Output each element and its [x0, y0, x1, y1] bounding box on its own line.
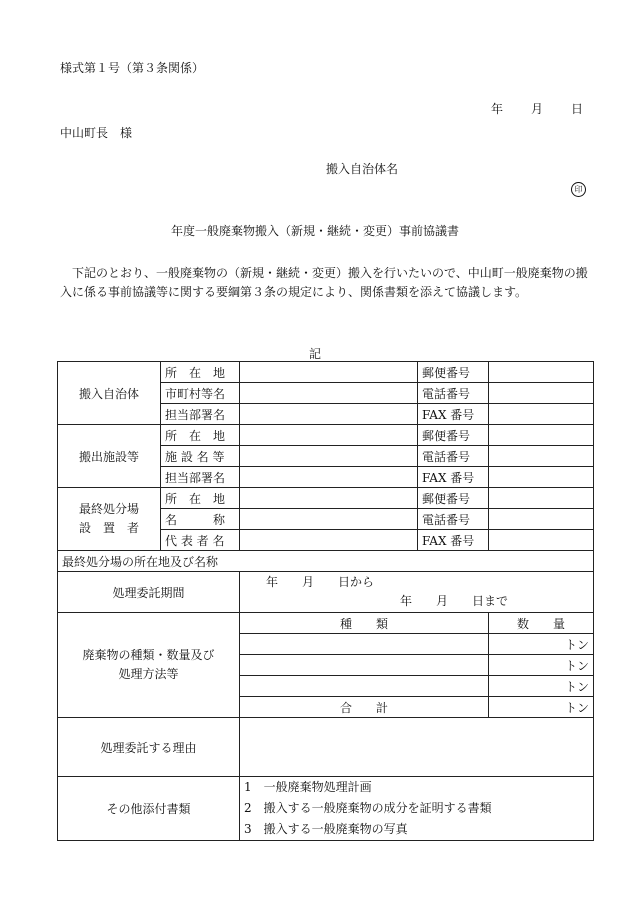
waste-quantity-unit[interactable]: トン	[489, 655, 594, 676]
field-label: 所 在 地	[161, 488, 240, 509]
reason-input[interactable]	[240, 718, 594, 777]
field-label: 市町村等名	[161, 383, 240, 404]
section-label-line2: 設 置 者	[78, 521, 139, 535]
info-label: FAX 番号	[418, 530, 489, 551]
ki-heading: 記	[308, 347, 321, 361]
info-label: 郵便番号	[418, 425, 489, 446]
waste-label-line1: 廃棄物の種類・数量及び	[82, 648, 215, 662]
info-label: 電話番号	[418, 509, 489, 530]
info-input[interactable]	[489, 425, 594, 446]
date-line	[491, 100, 583, 117]
waste-total-label: 合 計	[240, 697, 489, 718]
info-label: FAX 番号	[418, 404, 489, 425]
final-site-location-label: 最終処分場の所在地及び名称	[58, 551, 594, 572]
info-label: 郵便番号	[418, 362, 489, 383]
info-input[interactable]	[489, 467, 594, 488]
addressee: 中山町長 様	[60, 126, 133, 140]
field-input[interactable]	[240, 467, 418, 488]
field-input[interactable]	[240, 530, 418, 551]
info-label: 電話番号	[418, 446, 489, 467]
attachments-label: その他添付書類	[58, 777, 240, 841]
field-input[interactable]	[240, 362, 418, 383]
field-label: 担当部署名	[161, 404, 240, 425]
attachment-item: 3 搬入する一般廃棄物の写真	[244, 822, 408, 836]
waste-quantity-header: 数 量	[489, 613, 594, 634]
info-label: 郵便番号	[418, 488, 489, 509]
document-title: 年度一般廃棄物搬入（新規・継続・変更）事前協議書	[170, 224, 459, 238]
field-label: 名 称	[161, 509, 240, 530]
waste-type-input[interactable]	[240, 676, 489, 697]
application-table	[57, 361, 594, 841]
field-label: 施 設 名 等	[161, 446, 240, 467]
attachment-item: 2 搬入する一般廃棄物の成分を証明する書類	[244, 801, 492, 815]
period-to: 年 月 日まで	[400, 594, 509, 608]
waste-quantity-unit[interactable]: トン	[489, 676, 594, 697]
field-label: 所 在 地	[161, 362, 240, 383]
body-paragraph: 下記のとおり、一般廃棄物の（新規・継続・変更）搬入を行いたいので、中山町一般廃棄物の搬入に係る事前協議等に関する要綱第３条の規定により、関係書類を添えて協議します。	[60, 266, 588, 299]
period-from: 年 月 日から	[266, 575, 375, 589]
reason-label: 処理委託する理由	[58, 718, 240, 777]
field-input[interactable]	[240, 446, 418, 467]
section-source-facility: 搬出施設等	[58, 425, 161, 488]
seal-mark: 印	[571, 182, 586, 197]
date-month: 月	[530, 102, 543, 116]
period-label: 処理委託期間	[58, 572, 240, 613]
waste-type-header: 種 類	[240, 613, 489, 634]
sender-municipality-label: 搬入自治体名	[326, 162, 399, 176]
info-label: 電話番号	[418, 383, 489, 404]
section-label-line1: 最終処分場	[78, 502, 139, 516]
field-input[interactable]	[240, 425, 418, 446]
date-day: 日	[570, 102, 583, 116]
waste-details-label	[58, 613, 240, 718]
waste-type-input[interactable]	[240, 634, 489, 655]
form-number: 様式第１号（第３条関係）	[60, 61, 205, 75]
waste-total-unit[interactable]: トン	[489, 697, 594, 718]
info-input[interactable]	[489, 446, 594, 467]
section-receiving-municipality: 搬入自治体	[58, 362, 161, 425]
date-year: 年	[490, 102, 503, 116]
field-input[interactable]	[240, 404, 418, 425]
attachments-list	[240, 777, 594, 841]
field-input[interactable]	[240, 488, 418, 509]
info-input[interactable]	[489, 530, 594, 551]
attachment-item: 1 一般廃棄物処理計画	[244, 780, 372, 794]
info-input[interactable]	[489, 362, 594, 383]
field-label: 代 表 者 名	[161, 530, 240, 551]
info-input[interactable]	[489, 383, 594, 404]
section-final-disposal-operator	[58, 488, 161, 551]
field-input[interactable]	[240, 509, 418, 530]
info-label: FAX 番号	[418, 467, 489, 488]
field-input[interactable]	[240, 383, 418, 404]
waste-label-line2: 処理方法等	[118, 667, 179, 681]
info-input[interactable]	[489, 509, 594, 530]
info-input[interactable]	[489, 404, 594, 425]
info-input[interactable]	[489, 488, 594, 509]
period-value[interactable]	[240, 572, 594, 613]
waste-type-input[interactable]	[240, 655, 489, 676]
waste-quantity-unit[interactable]: トン	[489, 634, 594, 655]
field-label: 所 在 地	[161, 425, 240, 446]
field-label: 担当部署名	[161, 467, 240, 488]
